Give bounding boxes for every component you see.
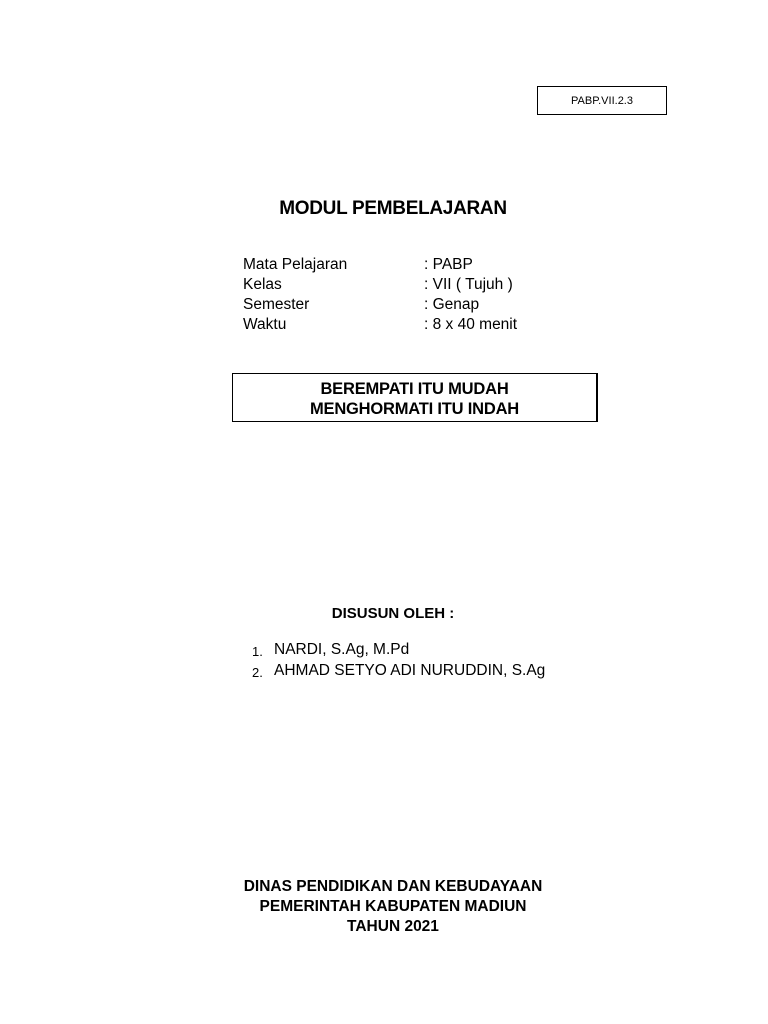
info-row-subject [243, 255, 517, 275]
info-value: : Genap [424, 295, 479, 315]
info-row-class [243, 275, 517, 295]
theme-box [232, 373, 598, 422]
list-number: 1. [252, 644, 263, 659]
list-item [252, 640, 545, 661]
institution-footer [0, 877, 768, 937]
info-label: Kelas [243, 276, 282, 293]
authors-heading: DISUSUN OLEH : [331, 605, 455, 622]
author-list [252, 640, 545, 682]
info-row-time [243, 315, 517, 335]
module-info-table [243, 255, 517, 335]
info-label: Semester [243, 296, 310, 313]
author-name: AHMAD SETYO ADI NURUDDIN, S.Ag [274, 662, 546, 679]
info-value: : VII ( Tujuh ) [424, 275, 513, 295]
theme-line-2: MENGHORMATI ITU INDAH [309, 400, 520, 418]
list-item [252, 661, 545, 682]
author-name: NARDI, S.Ag, M.Pd [274, 641, 410, 658]
info-value: : PABP [424, 255, 473, 275]
footer-year: TAHUN 2021 [347, 918, 439, 935]
info-value: : 8 x 40 menit [424, 315, 517, 335]
page-title: MODUL PEMBELAJARAN [279, 198, 507, 219]
list-number: 2. [252, 665, 263, 680]
footer-government: PEMERINTAH KABUPATEN MADIUN [259, 898, 527, 915]
info-label: Mata Pelajaran [243, 256, 348, 273]
info-row-semester [243, 295, 517, 315]
document-code: PABP.VII.2.3 [571, 94, 633, 107]
footer-institution: DINAS PENDIDIKAN DAN KEBUDAYAAN [243, 878, 543, 895]
document-code-box [537, 86, 667, 115]
theme-line-1: BEREMPATI ITU MUDAH [320, 380, 509, 398]
info-label: Waktu [243, 316, 287, 333]
